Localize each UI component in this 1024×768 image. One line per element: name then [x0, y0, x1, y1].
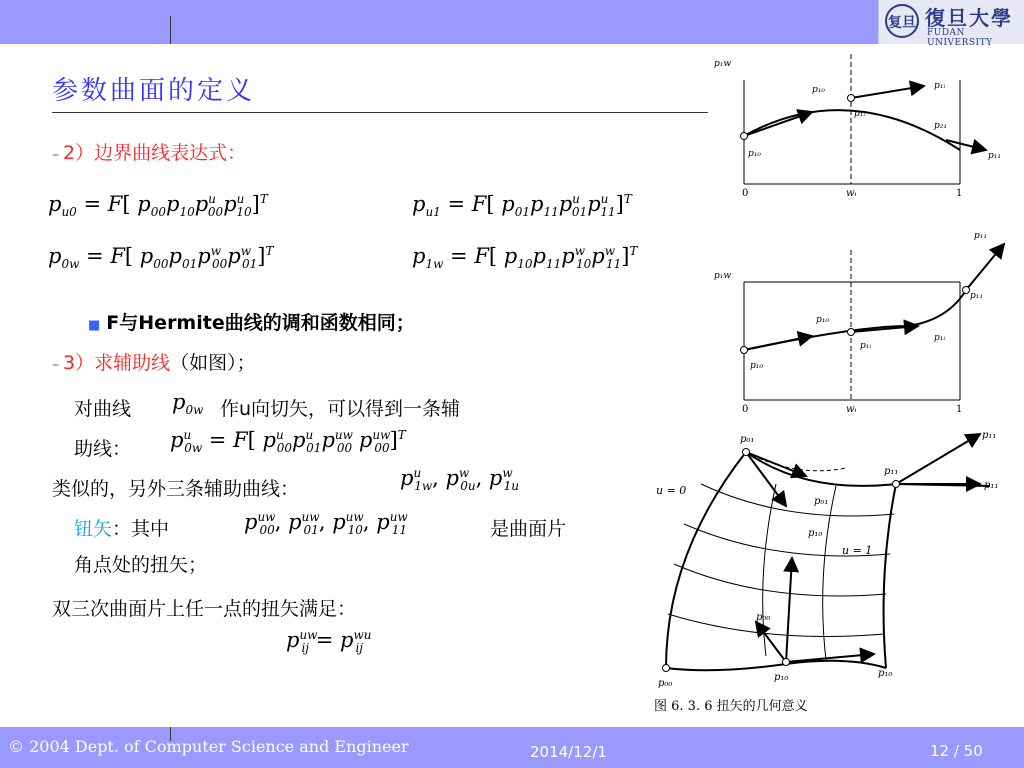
- aux-line-1: [74, 394, 131, 421]
- svg-text:p₁w: p₁w: [714, 59, 732, 69]
- equation-pu0w: $p^u_{0w} = F$[ $p^u_{00}p^u_{01}p^{uw}_{00}$ $p^{uw}_{00}]^T$: [170, 428, 406, 456]
- svg-text:p₁ᵢ: p₁ᵢ: [934, 81, 946, 91]
- footer-bar: [0, 727, 1024, 768]
- label-u1: u = 1: [842, 544, 873, 557]
- hermite-bullet-text: F与Hermite曲线的调和函数相同；: [106, 312, 415, 334]
- square-bullet-icon: ■: [88, 318, 101, 333]
- equation-twist-equal: $p^{uw}_{ij} = p^{wu}_{ij}$: [286, 628, 372, 656]
- svg-text:p₁₁: p₁₁: [884, 466, 899, 477]
- svg-text:p₀₀: p₀₀: [658, 678, 673, 689]
- plot-lower: [714, 231, 1004, 415]
- equation-p1w: $p_{1w} = F$[ $p_{10}p_{11}p^w_{10}p^w_{11}]^T$: [412, 244, 638, 272]
- item-3-number: 3）: [63, 352, 95, 374]
- svg-text:p₁₀: p₁₀: [812, 85, 825, 95]
- item-2-heading: [52, 138, 246, 165]
- twist-tail: 是曲面片: [490, 518, 567, 540]
- math-twists: $p^{uw}_{00}$, $p^{uw}_{01}$, $p^{uw}_{10}$, $p^{uw}_{11}$: [244, 510, 408, 538]
- svg-text:p₁₀: p₁₀: [808, 528, 823, 539]
- svg-text:p₁₀: p₁₀: [878, 668, 893, 679]
- axis-1-lower: 1: [956, 404, 963, 415]
- twist-label: 钮矢: [74, 518, 113, 540]
- university-logo: [878, 0, 1024, 48]
- header-divider: [170, 16, 171, 44]
- title-rule: [52, 112, 708, 113]
- svg-text:p₁₁: p₁₁: [974, 231, 987, 241]
- dash-marker: –: [52, 357, 59, 373]
- aux-line-1-a: 对曲线: [74, 398, 132, 420]
- footer-date: 2014/12/1: [530, 743, 607, 761]
- hermite-curve-figure: [708, 50, 1024, 420]
- math-aux-curves: $p^u_{1w}$, $p^w_{0u}$, $p^w_{1u}$: [400, 466, 520, 494]
- svg-text:p₁₀: p₁₀: [748, 149, 761, 159]
- footer-page-number: 12 / 50: [930, 742, 983, 760]
- equation-pu0: $p_{u0} = F$[ $p_{00}p_{10}p^u_{00}p^u_{10}]^T$: [48, 192, 268, 220]
- dash-marker: –: [52, 147, 59, 163]
- seal-icon: 复旦: [885, 4, 919, 38]
- twist-mid: ：其中: [112, 518, 170, 540]
- logo-english-text: FUDAN UNIVERSITY: [927, 28, 993, 48]
- item-2-label: 边界曲线表达式：: [94, 142, 247, 164]
- item-3-label: 求辅助线: [94, 352, 171, 374]
- aux-line-2: 助线：: [74, 438, 132, 460]
- logo-chinese-text: 復旦大學: [925, 6, 1013, 30]
- math-p0w: $p_{0w}$: [172, 390, 204, 418]
- item-2-number: 2）: [63, 142, 95, 164]
- axis-0-lower: 0: [742, 404, 749, 415]
- header-bar: [0, 0, 1024, 48]
- aux-line-1-b: 作u向切矢，可以得到一条辅: [220, 398, 461, 420]
- svg-text:p₂₁: p₂₁: [934, 121, 947, 131]
- footer-copyright: © 2004 Dept. of Computer Science and Engineer: [8, 737, 409, 756]
- svg-text:p₁₀: p₁₀: [750, 361, 763, 371]
- twist-line: [74, 514, 169, 541]
- plot-upper: [714, 54, 1001, 199]
- svg-text:p₁₀: p₁₀: [816, 315, 829, 325]
- twist-surface-figure: [646, 424, 1024, 718]
- bicubic-text: 双三次曲面片上任一点的扭矢满足：: [52, 598, 357, 620]
- item-3-heading: [52, 348, 256, 375]
- hermite-bullet: [88, 308, 415, 335]
- equation-pu1: $p_{u1} = F$[ $p_{01}p_{11}p^u_{01}p^u_{11}]^T$: [412, 192, 632, 220]
- svg-text:p₁w: p₁w: [714, 271, 732, 281]
- svg-text:p₁ᵢ: p₁ᵢ: [854, 109, 866, 119]
- axis-wi-upper: wᵢ: [846, 188, 857, 199]
- axis-1-upper: 1: [956, 188, 963, 199]
- svg-text:p₀₀: p₀₀: [756, 612, 771, 623]
- svg-text:p₁₁: p₁₁: [982, 430, 997, 441]
- svg-text:p₁₀: p₁₀: [774, 672, 789, 683]
- svg-text:p₀₁: p₀₁: [814, 496, 829, 507]
- svg-text:p₁₁: p₁₁: [984, 480, 999, 491]
- svg-text:p₁₁: p₁₁: [988, 151, 1001, 161]
- axis-wi-lower: wᵢ: [846, 404, 857, 415]
- svg-text:p₁ᵢ: p₁ᵢ: [860, 341, 872, 351]
- svg-text:p₁ᵢ: p₁ᵢ: [934, 333, 946, 343]
- twist-line-2: 角点处的扭矢；: [74, 554, 208, 576]
- equation-p0w: $p_{0w} = F$[ $p_{00}p_{01}p^w_{00}p^w_{01}]^T$: [48, 244, 274, 272]
- svg-text:p₀₁: p₀₁: [740, 434, 755, 445]
- similar-curves: 类似的，另外三条辅助曲线：: [52, 478, 300, 500]
- axis-0-upper: 0: [742, 188, 749, 199]
- svg-text:p₁₁: p₁₁: [970, 291, 983, 301]
- slide-title: 参数曲面的定义: [52, 76, 256, 106]
- item-3-tail: （如图）；: [170, 352, 256, 374]
- label-u0: u = 0: [656, 484, 687, 497]
- figure-caption: 图 6. 3. 6 扭矢的几何意义: [654, 699, 808, 714]
